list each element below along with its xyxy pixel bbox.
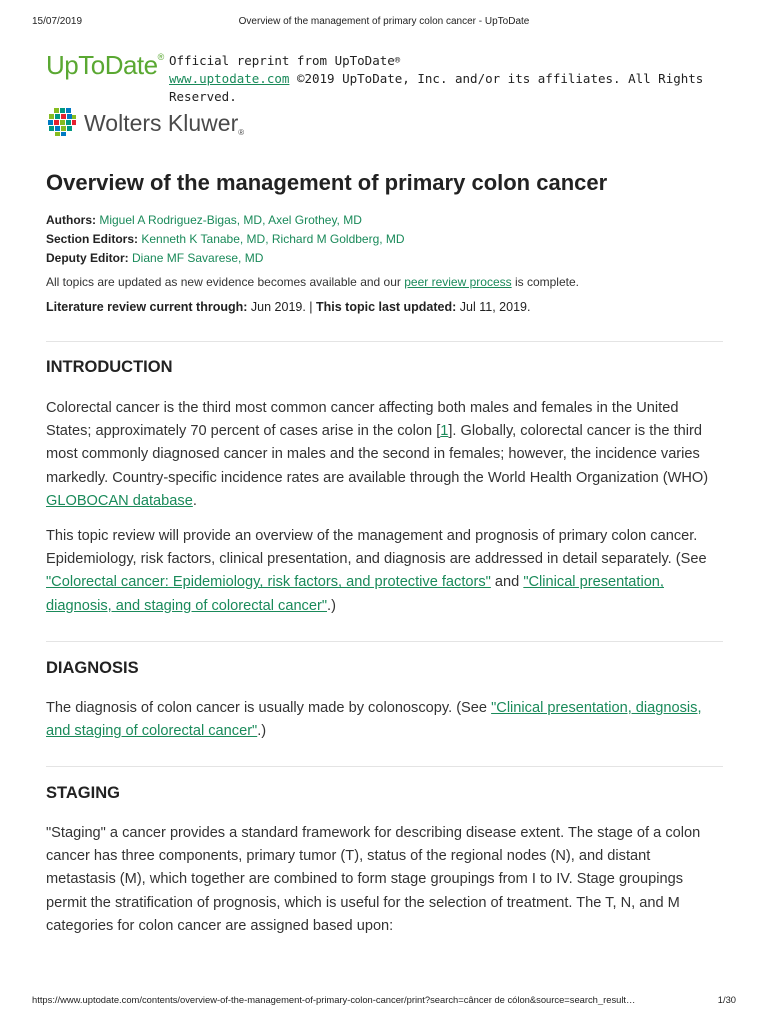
deputy-editor-value[interactable]: Diane MF Savarese, MD [132,251,264,265]
last-updated-label: This topic last updated: [316,300,457,314]
clinical-presentation-topic-link[interactable]: "Clinical presentation, diagnosis, and staging of colorectal cancer" [46,700,702,740]
uptodate-logo[interactable] [46,50,164,81]
clinical-presentation-topic-link[interactable]: "Clinical presentation, diagnosis, and staging of colorectal cancer" [46,574,664,614]
update-notice: All topics are updated as new evidence becomes available and our peer review process is complete. [46,275,579,289]
deputy-editor-line [46,249,736,268]
globocan-link[interactable]: GLOBOCAN database [46,492,193,509]
reprint-text: Official reprint from UpToDate [169,53,395,68]
reference-link[interactable]: 1 [440,423,449,440]
introduction-paragraph-2: This topic review will provide an overview of the management and prognosis of primary colon cancer. Epidemiology, risk factors, clinical presentation, and diagnosis are addressed in detail separately. (See "Colorectal cancer: Epidemiology, risk factors, and protective factors" and "Clinical presentation, diagnosis, and staging of colorectal cancer".) [46,528,707,614]
last-updated-value: Jul 11, 2019. [456,300,531,314]
article-title: Overview of the management of primary colon cancer [46,170,608,195]
reprint-mark: ® [394,56,401,66]
diagnosis-paragraph: The diagnosis of colon cancer is usually made by colonoscopy. (See "Clinical presentation, diagnosis, and staging of colorectal cancer".) [46,700,702,740]
diagnosis-heading: DIAGNOSIS [46,659,139,677]
authors-value[interactable]: Miguel A Rodriguez-Bigas, MD, Axel Grothey, MD [99,213,362,227]
section-divider [46,766,723,767]
article-credits [46,211,736,268]
print-url: https://www.uptodate.com/contents/overview-of-the-management-of-primary-colon-cancer/print?search=câncer de cólon&source=search_result… [32,994,636,1005]
site-link[interactable]: www.uptodate.com [169,71,290,86]
print-header [32,16,736,30]
page-number: 1/30 [717,994,736,1005]
staging-heading: STAGING [46,784,120,802]
lit-review-label: Literature review current through: [46,300,248,314]
copyright: ©2019 UpToDate, Inc. and/or its affiliates. All Rights Reserved. [169,71,704,104]
authors-label: Authors: [46,213,96,227]
section-editors-line [46,230,736,249]
epidemiology-topic-link[interactable]: "Colorectal cancer: Epidemiology, risk factors, and protective factors" [46,574,491,591]
authors-line [46,211,736,230]
brand-header [46,48,736,104]
print-date: 15/07/2019 [32,16,83,27]
uptodate-logo-mark: ® [157,52,164,63]
print-doc-title: Overview of the management of primary colon cancer - UpToDate [238,16,530,27]
section-divider [46,341,723,342]
lit-review-value: Jun 2019. | [247,300,317,314]
section-divider [46,641,723,642]
introduction-heading: INTRODUCTION [46,358,173,376]
wolters-kluwer-mosaic-icon [46,106,78,138]
review-dates [46,300,530,314]
uptodate-logo-text: UpToDate [46,50,158,80]
reprint-notice [169,52,736,106]
wolters-kluwer-name: Wolters Kluwer® [84,110,245,137]
introduction-paragraph-1: Colorectal cancer is the third most common cancer affecting both males and females in the United States; approximately 70 percent of cases arise in the colon [1]. Globally, colorectal cancer is the third most commonly diagnosed cancer in males and the second in females; however, the incidence varies markedly. Country-specific incidence rates are available through the World Health Organization (WHO) GLOBOCAN database. [46,400,709,509]
staging-paragraph: "Staging" a cancer provides a standard framework for describing disease extent. The stage of a colon cancer has three components, primary tumor (T), status of the regional nodes (N), and distant metastasis (M), which together are combined to form stage groupings from I to IV. Stage groupings permit the stratification of prognosis, which is useful for the selection of treatment. The T, N, and M categories for colon cancer are assigned based upon: [46,825,701,934]
section-editors-value[interactable]: Kenneth K Tanabe, MD, Richard M Goldberg, MD [141,232,405,246]
peer-review-link[interactable]: peer review process [404,275,512,289]
section-editors-label: Section Editors: [46,232,139,246]
deputy-editor-label: Deputy Editor: [46,251,129,265]
